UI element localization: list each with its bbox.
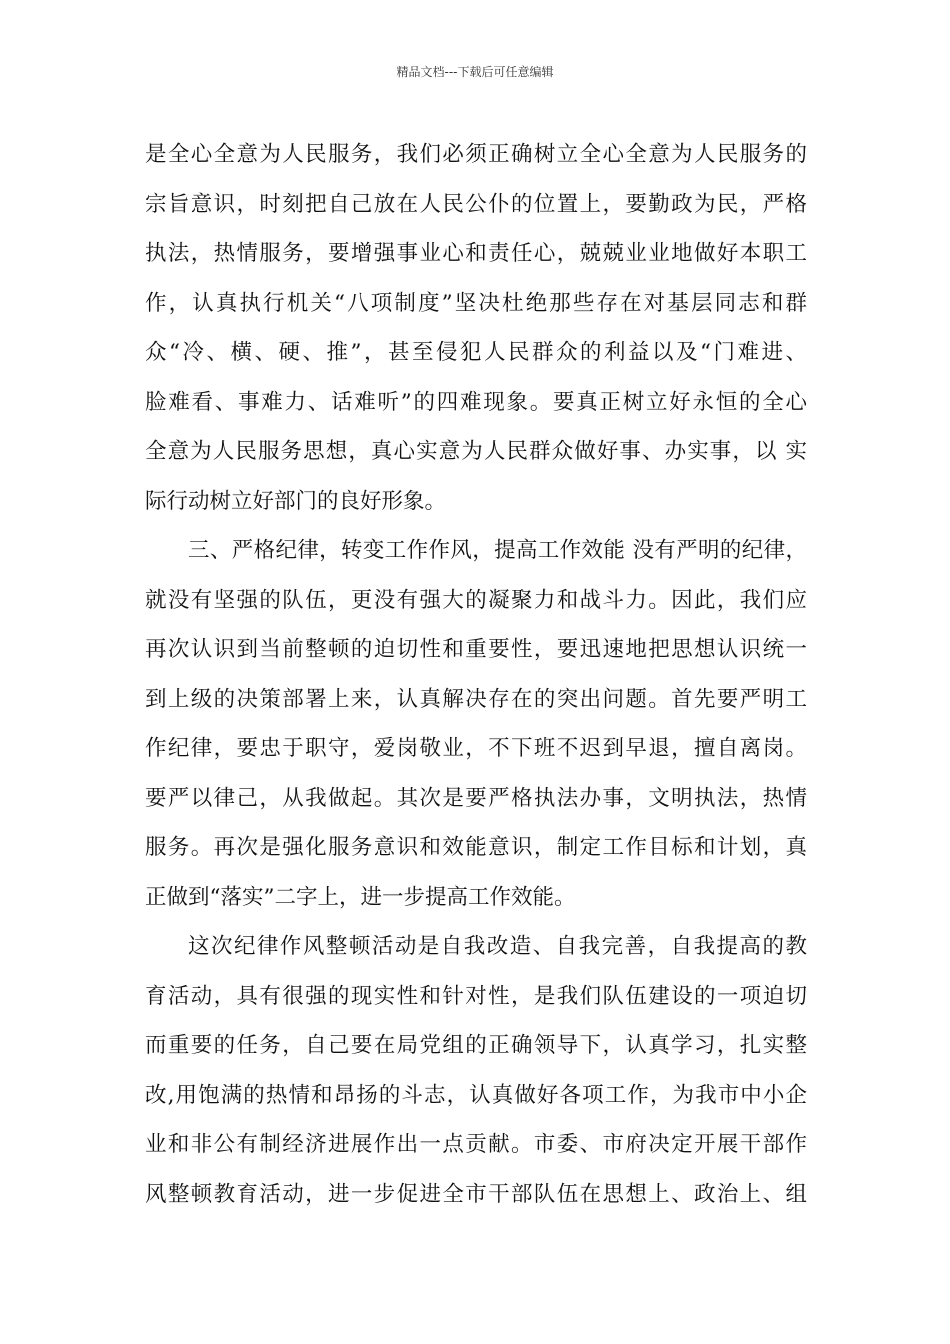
text-line: 际行动树立好部门的良好形象。: [145, 488, 447, 514]
text-line: 改,用饱满的热情和昂扬的斗志，认真做好各项工作，为我市中小企: [145, 1082, 807, 1108]
paragraph-2: [145, 526, 807, 922]
text-line: 到上级的决策部署上来，认真解决存在的突出问题。首先要严明工: [145, 686, 807, 712]
text-line: 要严以律己，从我做起。其次是要严格执法办事，文明执法，热情: [145, 785, 807, 811]
page-header: 精品文档---下载后可任意编辑: [396, 65, 554, 79]
text-line: 三、严格纪律，转变工作作风，提高工作效能 没有严明的纪律，: [188, 538, 807, 563]
text-line: 作纪律，要忠于职守，爱岗敬业，不下班不迟到早退，擅自离岗。: [145, 736, 807, 761]
paragraph-1: [145, 130, 807, 526]
text-line: 是全心全意为人民服务，我们必须正确树立全心全意为人民服务的: [145, 142, 807, 167]
text-line: 正做到“落实”二字上，进一步提高工作效能。: [145, 884, 576, 910]
text-line: 众“冷、横、硬、推”，甚至侵犯人民群众的利益以及“门难进、: [145, 340, 807, 365]
text-line: 宗旨意识，时刻把自己放在人民公仆的位置上，要勤政为民，严格: [145, 191, 807, 217]
document-body: [145, 130, 807, 1219]
text-line: 全意为人民服务思想，真心实意为人民群众做好事、办实事，以 实: [145, 439, 807, 464]
text-line: 风整顿教育活动，进一步促进全市干部队伍在思想上、政治上、组: [145, 1181, 807, 1207]
text-line: 育活动，具有很强的现实性和针对性，是我们队伍建设的一项迫切: [145, 983, 807, 1009]
text-line: 作，认真执行机关“八项制度”坚决杜绝那些存在对基层同志和群: [145, 290, 807, 316]
text-line: 脸难看、事难力、话难听”的四难现象。要真正树立好永恒的全心: [145, 389, 807, 415]
text-line: 服务。再次是强化服务意识和效能意识，制定工作目标和计划，真: [145, 835, 807, 860]
text-line: 业和非公有制经济进展作出一点贡献。市委、市府决定开展干部作: [145, 1132, 807, 1157]
text-line: 就没有坚强的队伍，更没有强大的凝聚力和战斗力。因此，我们应: [145, 587, 807, 613]
paragraph-3: [145, 922, 807, 1219]
text-line: 这次纪律作风整顿活动是自我改造、自我完善，自我提高的教: [188, 934, 807, 959]
text-line: 而重要的任务，自己要在局党组的正确领导下，认真学习，扎实整: [145, 1033, 807, 1058]
text-line: 再次认识到当前整顿的迫切性和重要性，要迅速地把思想认识统一: [145, 637, 807, 662]
text-line: 执法，热情服务，要增强事业心和责任心，兢兢业业地做好本职工: [145, 241, 807, 266]
